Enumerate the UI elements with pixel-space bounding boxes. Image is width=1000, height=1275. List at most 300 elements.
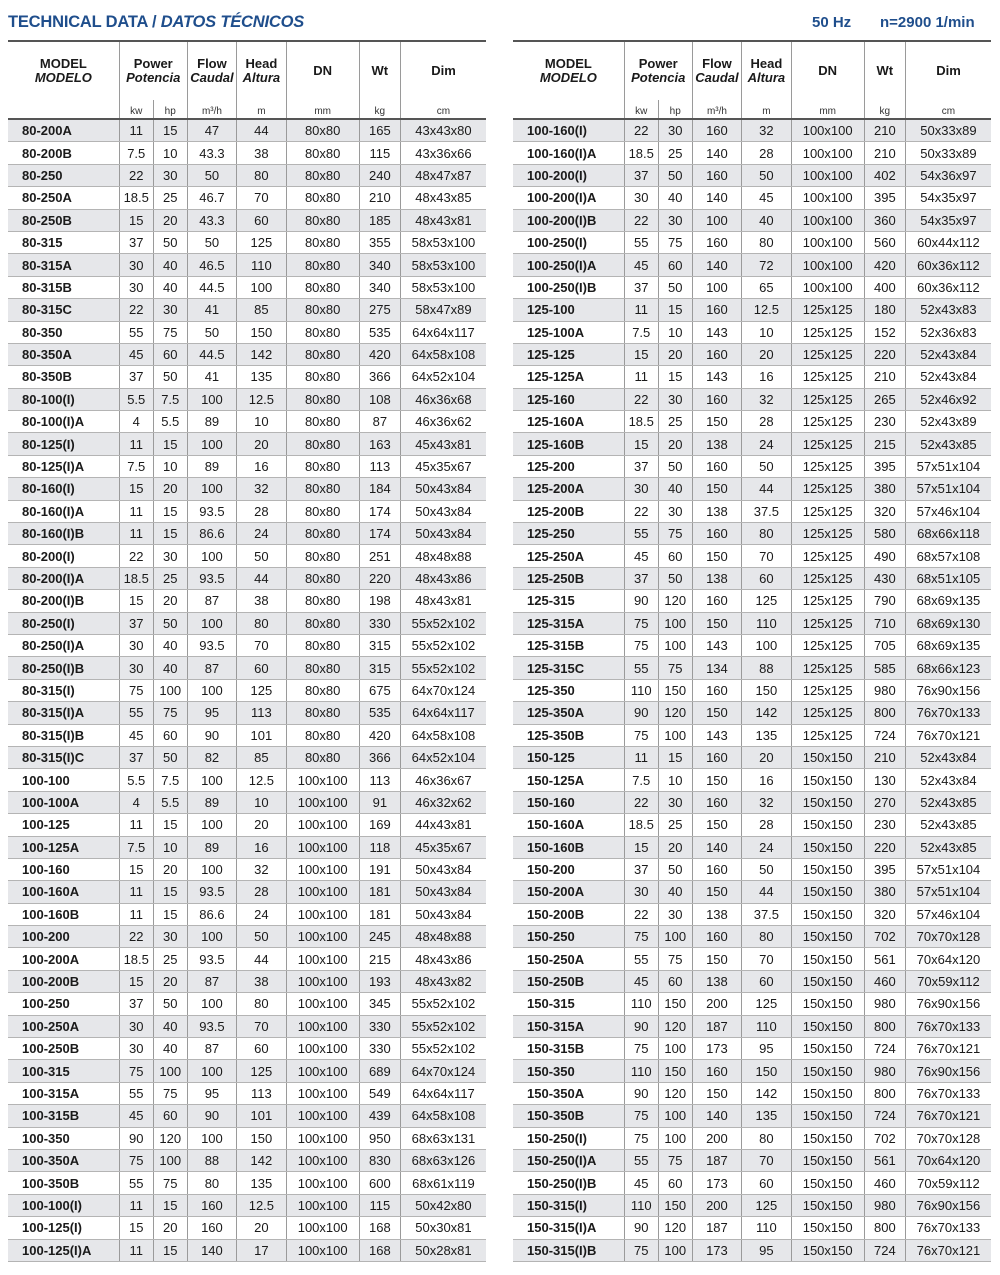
dn-cell: 100x100 [286,814,359,836]
power-kw-cell: 30 [119,254,153,276]
head-cell: 110 [237,254,286,276]
flow-cell: 160 [692,119,741,142]
model-cell: 80-250(I)A [8,634,119,656]
flow-cell: 100 [187,388,236,410]
model-cell: 150-250(I)A [513,1149,624,1171]
flow-cell: 44.5 [187,276,236,298]
table-row [8,1217,486,1239]
model-cell: 150-200A [513,881,624,903]
right-data-table-panel [513,40,991,1262]
dn-cell: 125x125 [791,612,864,634]
head-cell: 38 [237,970,286,992]
flow-cell: 43.3 [187,142,236,164]
weight-cell: 600 [359,1172,400,1194]
dn-cell: 100x100 [791,142,864,164]
flow-cell: 100 [187,545,236,567]
power-kw-cell: 90 [624,1082,658,1104]
power-kw-cell: 18.5 [624,411,658,433]
flow-cell: 93.5 [187,881,236,903]
model-cell: 80-250B [8,209,119,231]
weight-cell: 360 [864,209,905,231]
model-cell: 125-200B [513,500,624,522]
table-row [513,1239,991,1261]
flow-cell: 41 [187,299,236,321]
head-cell: 50 [742,164,791,186]
flow-cell: 150 [692,702,741,724]
flow-cell: 88 [187,1149,236,1171]
flow-cell: 160 [692,455,741,477]
head-cell: 80 [742,523,791,545]
model-cell: 80-160(I)B [8,523,119,545]
head-cell: 70 [742,1149,791,1171]
unit-kw: kw [624,100,658,119]
dimensions-cell: 48x47x87 [400,164,486,186]
head-cell: 95 [742,1239,791,1261]
flow-cell: 93.5 [187,1015,236,1037]
model-cell: 80-200(I)B [8,590,119,612]
power-kw-cell: 11 [119,814,153,836]
unit-head: m [237,100,286,119]
table-row [513,1060,991,1082]
dimensions-cell: 57x51x104 [905,858,991,880]
head-cell: 16 [742,769,791,791]
model-cell: 125-125 [513,343,624,365]
dn-cell: 100x100 [286,1194,359,1216]
power-kw-cell: 22 [624,500,658,522]
power-kw-cell: 55 [624,657,658,679]
dn-cell: 100x100 [791,231,864,253]
weight-cell: 320 [864,903,905,925]
power-hp-cell: 50 [658,455,692,477]
flow-cell: 150 [692,814,741,836]
dimensions-cell: 52x46x92 [905,388,991,410]
model-cell: 80-200(I) [8,545,119,567]
power-kw-cell: 7.5 [624,769,658,791]
head-cell: 142 [742,702,791,724]
power-kw-cell: 55 [624,948,658,970]
weight-cell: 210 [359,187,400,209]
head-cell: 125 [742,590,791,612]
unit-kw: kw [119,100,153,119]
head-cell: 16 [742,366,791,388]
table-row [8,1038,486,1060]
table-row [513,1082,991,1104]
dimensions-cell: 50x42x80 [400,1194,486,1216]
flow-cell: 100 [187,612,236,634]
table-row [8,858,486,880]
dn-cell: 100x100 [286,1127,359,1149]
power-hp-cell: 20 [658,836,692,858]
power-hp-cell: 40 [658,881,692,903]
power-kw-cell: 37 [624,567,658,589]
weight-cell: 220 [864,343,905,365]
head-cell: 95 [742,1038,791,1060]
power-kw-cell: 75 [119,1149,153,1171]
flow-cell: 82 [187,746,236,768]
power-kw-cell: 55 [119,1082,153,1104]
head-cell: 32 [237,478,286,500]
weight-cell: 535 [359,702,400,724]
model-cell: 80-315(I)C [8,746,119,768]
dn-cell: 100x100 [286,769,359,791]
weight-cell: 340 [359,254,400,276]
dn-cell: 80x80 [286,634,359,656]
power-kw-cell: 37 [624,164,658,186]
weight-cell: 980 [864,679,905,701]
table-row [8,993,486,1015]
dimensions-cell: 48x48x88 [400,545,486,567]
flow-cell: 200 [692,1194,741,1216]
flow-cell: 160 [692,299,741,321]
dimensions-cell: 76x70x121 [905,1239,991,1261]
dn-cell: 80x80 [286,231,359,253]
power-kw-cell: 37 [624,455,658,477]
page-title [8,13,304,32]
power-hp-cell: 120 [658,1217,692,1239]
flow-cell: 100 [187,1060,236,1082]
weight-cell: 490 [864,545,905,567]
table-row [513,791,991,813]
weight-cell: 193 [359,970,400,992]
flow-cell: 90 [187,724,236,746]
power-kw-cell: 75 [624,634,658,656]
head-cell: 80 [237,612,286,634]
weight-cell: 320 [864,500,905,522]
dimensions-cell: 70x59x112 [905,1172,991,1194]
dimensions-cell: 76x70x133 [905,1082,991,1104]
dimensions-cell: 46x36x67 [400,769,486,791]
power-hp-cell: 15 [153,119,187,142]
model-cell: 80-200B [8,142,119,164]
flow-cell: 89 [187,836,236,858]
dimensions-cell: 44x43x81 [400,814,486,836]
power-hp-cell: 30 [658,791,692,813]
dn-cell: 150x150 [791,1194,864,1216]
model-cell: 100-250(I)B [513,276,624,298]
model-cell: 80-250(I) [8,612,119,634]
power-hp-cell: 20 [153,209,187,231]
model-cell: 150-125A [513,769,624,791]
flow-cell: 89 [187,411,236,433]
power-hp-cell: 10 [658,769,692,791]
flow-cell: 47 [187,119,236,142]
dn-cell: 150x150 [791,791,864,813]
dimensions-cell: 52x43x84 [905,769,991,791]
flow-cell: 44.5 [187,343,236,365]
weight-cell: 118 [359,836,400,858]
power-hp-cell: 75 [153,702,187,724]
dn-cell: 125x125 [791,455,864,477]
weight-cell: 439 [359,1105,400,1127]
dimensions-cell: 50x43x84 [400,523,486,545]
flow-cell: 80 [187,1172,236,1194]
table-row [513,142,991,164]
dimensions-cell: 76x70x133 [905,1217,991,1239]
model-cell: 100-315B [8,1105,119,1127]
dn-cell: 150x150 [791,903,864,925]
power-hp-cell: 25 [658,142,692,164]
model-cell: 80-125(I)A [8,455,119,477]
head-cell: 10 [237,411,286,433]
head-cell: 101 [237,724,286,746]
power-kw-cell: 45 [624,545,658,567]
dimensions-cell: 48x43x81 [400,590,486,612]
weight-cell: 270 [864,791,905,813]
power-kw-cell: 37 [119,993,153,1015]
model-cell: 150-250(I) [513,1127,624,1149]
dn-cell: 125x125 [791,702,864,724]
power-hp-cell: 15 [153,1239,187,1261]
table-row [513,254,991,276]
dn-cell: 100x100 [286,903,359,925]
table-row [8,948,486,970]
head-cell: 125 [237,1060,286,1082]
dimensions-cell: 55x52x102 [400,657,486,679]
head-cell: 50 [237,545,286,567]
model-cell: 100-200(I)B [513,209,624,231]
power-hp-cell: 60 [658,545,692,567]
model-cell: 80-315(I) [8,679,119,701]
dimensions-cell: 55x52x102 [400,612,486,634]
power-kw-cell: 37 [624,858,658,880]
dimensions-cell: 60x36x112 [905,254,991,276]
power-kw-cell: 45 [624,970,658,992]
dimensions-cell: 76x90x156 [905,1060,991,1082]
table-row [8,1149,486,1171]
power-hp-cell: 40 [153,634,187,656]
flow-cell: 138 [692,500,741,522]
flow-cell: 100 [187,1127,236,1149]
power-kw-cell: 30 [119,1015,153,1037]
dn-cell: 100x100 [791,119,864,142]
head-cell: 110 [742,1217,791,1239]
power-hp-cell: 50 [658,276,692,298]
model-cell: 80-315(I)B [8,724,119,746]
power-hp-cell: 75 [658,231,692,253]
weight-cell: 710 [864,612,905,634]
table-row [8,142,486,164]
model-cell: 100-100 [8,769,119,791]
power-kw-cell: 5.5 [119,388,153,410]
power-hp-cell: 7.5 [153,388,187,410]
power-kw-cell: 55 [624,1149,658,1171]
power-hp-cell: 15 [658,746,692,768]
flow-cell: 95 [187,1082,236,1104]
dimensions-cell: 52x43x85 [905,791,991,813]
power-kw-cell: 110 [624,1060,658,1082]
dimensions-cell: 58x53x100 [400,276,486,298]
head-cell: 44 [742,881,791,903]
flow-cell: 93.5 [187,567,236,589]
model-cell: 100-160A [8,881,119,903]
table-row [513,590,991,612]
power-hp-cell: 120 [153,1127,187,1149]
weight-cell: 345 [359,993,400,1015]
table-row [513,231,991,253]
head-cell: 12.5 [237,769,286,791]
power-kw-cell: 11 [119,500,153,522]
wt-header: Wt [864,41,905,100]
power-hp-cell: 40 [153,657,187,679]
dn-cell: 100x100 [791,254,864,276]
head-cell: 125 [742,1194,791,1216]
dimensions-cell: 50x33x89 [905,142,991,164]
dn-cell: 150x150 [791,1060,864,1082]
dn-cell: 125x125 [791,299,864,321]
head-cell: 70 [742,545,791,567]
weight-cell: 130 [864,769,905,791]
model-cell: 125-125A [513,366,624,388]
power-hp-cell: 75 [153,321,187,343]
head-cell: 10 [237,791,286,813]
power-kw-cell: 7.5 [624,321,658,343]
dn-cell: 150x150 [791,970,864,992]
table-row [8,209,486,231]
dimensions-cell: 76x70x133 [905,702,991,724]
weight-cell: 330 [359,1038,400,1060]
head-cell: 60 [237,1038,286,1060]
table-row [8,679,486,701]
model-cell: 100-250(I)A [513,254,624,276]
dimensions-cell: 64x70x124 [400,1060,486,1082]
weight-cell: 108 [359,388,400,410]
power-hp-cell: 60 [153,1105,187,1127]
power-kw-cell: 37 [119,366,153,388]
dimensions-cell: 48x43x85 [400,187,486,209]
flow-cell: 90 [187,1105,236,1127]
dimensions-cell: 76x90x156 [905,1194,991,1216]
power-hp-cell: 25 [153,948,187,970]
dn-cell: 100x100 [286,993,359,1015]
power-hp-cell: 25 [153,567,187,589]
model-cell: 100-315A [8,1082,119,1104]
dn-cell: 100x100 [791,276,864,298]
flow-cell: 93.5 [187,948,236,970]
weight-cell: 181 [359,881,400,903]
page-header [0,0,1000,40]
model-cell: 150-350B [513,1105,624,1127]
dn-cell: 80x80 [286,209,359,231]
title-english: TECHNICAL DATA / [8,13,157,31]
power-kw-cell: 22 [119,545,153,567]
weight-cell: 535 [359,321,400,343]
dn-cell: 150x150 [791,1172,864,1194]
table-row [8,903,486,925]
flow-cell: 134 [692,657,741,679]
flow-cell: 41 [187,366,236,388]
table-row [513,478,991,500]
head-cell: 12.5 [237,388,286,410]
power-hp-cell: 25 [658,814,692,836]
head-cell: 142 [237,1149,286,1171]
dn-cell: 150x150 [791,1217,864,1239]
right-table-body [513,119,991,1261]
power-hp-cell: 30 [153,299,187,321]
power-hp-cell: 30 [153,926,187,948]
dn-cell: 150x150 [791,746,864,768]
flow-cell: 100 [187,814,236,836]
unit-dim: cm [400,100,486,119]
power-hp-cell: 40 [153,1038,187,1060]
model-cell: 80-160(I) [8,478,119,500]
head-cell: 88 [742,657,791,679]
dimensions-cell: 45x43x81 [400,433,486,455]
dn-cell: 100x100 [286,1015,359,1037]
dn-cell: 150x150 [791,1149,864,1171]
dimensions-cell: 60x44x112 [905,231,991,253]
power-kw-cell: 15 [119,590,153,612]
model-cell: 150-160 [513,791,624,813]
flow-cell: 150 [692,478,741,500]
weight-cell: 181 [359,903,400,925]
flow-cell: 143 [692,634,741,656]
weight-cell: 210 [864,746,905,768]
weight-cell: 366 [359,746,400,768]
flow-cell: 160 [187,1217,236,1239]
head-cell: 135 [237,366,286,388]
unit-dim: cm [905,100,991,119]
power-hp-cell: 100 [153,679,187,701]
dn-cell: 100x100 [286,1149,359,1171]
weight-cell: 460 [864,970,905,992]
head-cell: 40 [742,209,791,231]
flow-cell: 160 [692,926,741,948]
model-cell: 80-125(I) [8,433,119,455]
power-hp-cell: 25 [658,411,692,433]
power-hp-cell: 30 [153,164,187,186]
power-hp-cell: 15 [658,366,692,388]
dim-header: Dim [905,41,991,100]
table-row [8,612,486,634]
model-cell: 150-200 [513,858,624,880]
model-cell: 150-350 [513,1060,624,1082]
power-hp-cell: 30 [658,500,692,522]
table-row [8,231,486,253]
dn-cell: 80x80 [286,545,359,567]
model-cell: 80-200(I)A [8,567,119,589]
model-cell: 100-200(I)A [513,187,624,209]
power-hp-cell: 15 [153,881,187,903]
power-kw-cell: 18.5 [119,567,153,589]
table-row [8,1172,486,1194]
head-cell: 125 [237,231,286,253]
table-row [513,523,991,545]
power-hp-cell: 40 [658,478,692,500]
power-hp-cell: 10 [153,455,187,477]
head-cell: 20 [237,433,286,455]
dimensions-cell: 64x64x117 [400,321,486,343]
dn-cell: 100x100 [286,1038,359,1060]
frequency-label: 50 Hz [812,14,852,31]
dn-cell: 80x80 [286,343,359,365]
flow-cell: 138 [692,567,741,589]
flow-cell: 138 [692,903,741,925]
table-row [8,366,486,388]
power-kw-cell: 22 [624,119,658,142]
table-row [513,612,991,634]
flow-cell: 160 [692,679,741,701]
head-cell: 80 [237,164,286,186]
dn-cell: 150x150 [791,881,864,903]
dimensions-cell: 76x70x121 [905,1105,991,1127]
weight-cell: 675 [359,679,400,701]
table-row [513,724,991,746]
model-cell: 80-315C [8,299,119,321]
flow-cell: 143 [692,724,741,746]
dn-cell: 150x150 [791,1082,864,1104]
dimensions-cell: 50x33x89 [905,119,991,142]
table-row [8,1194,486,1216]
